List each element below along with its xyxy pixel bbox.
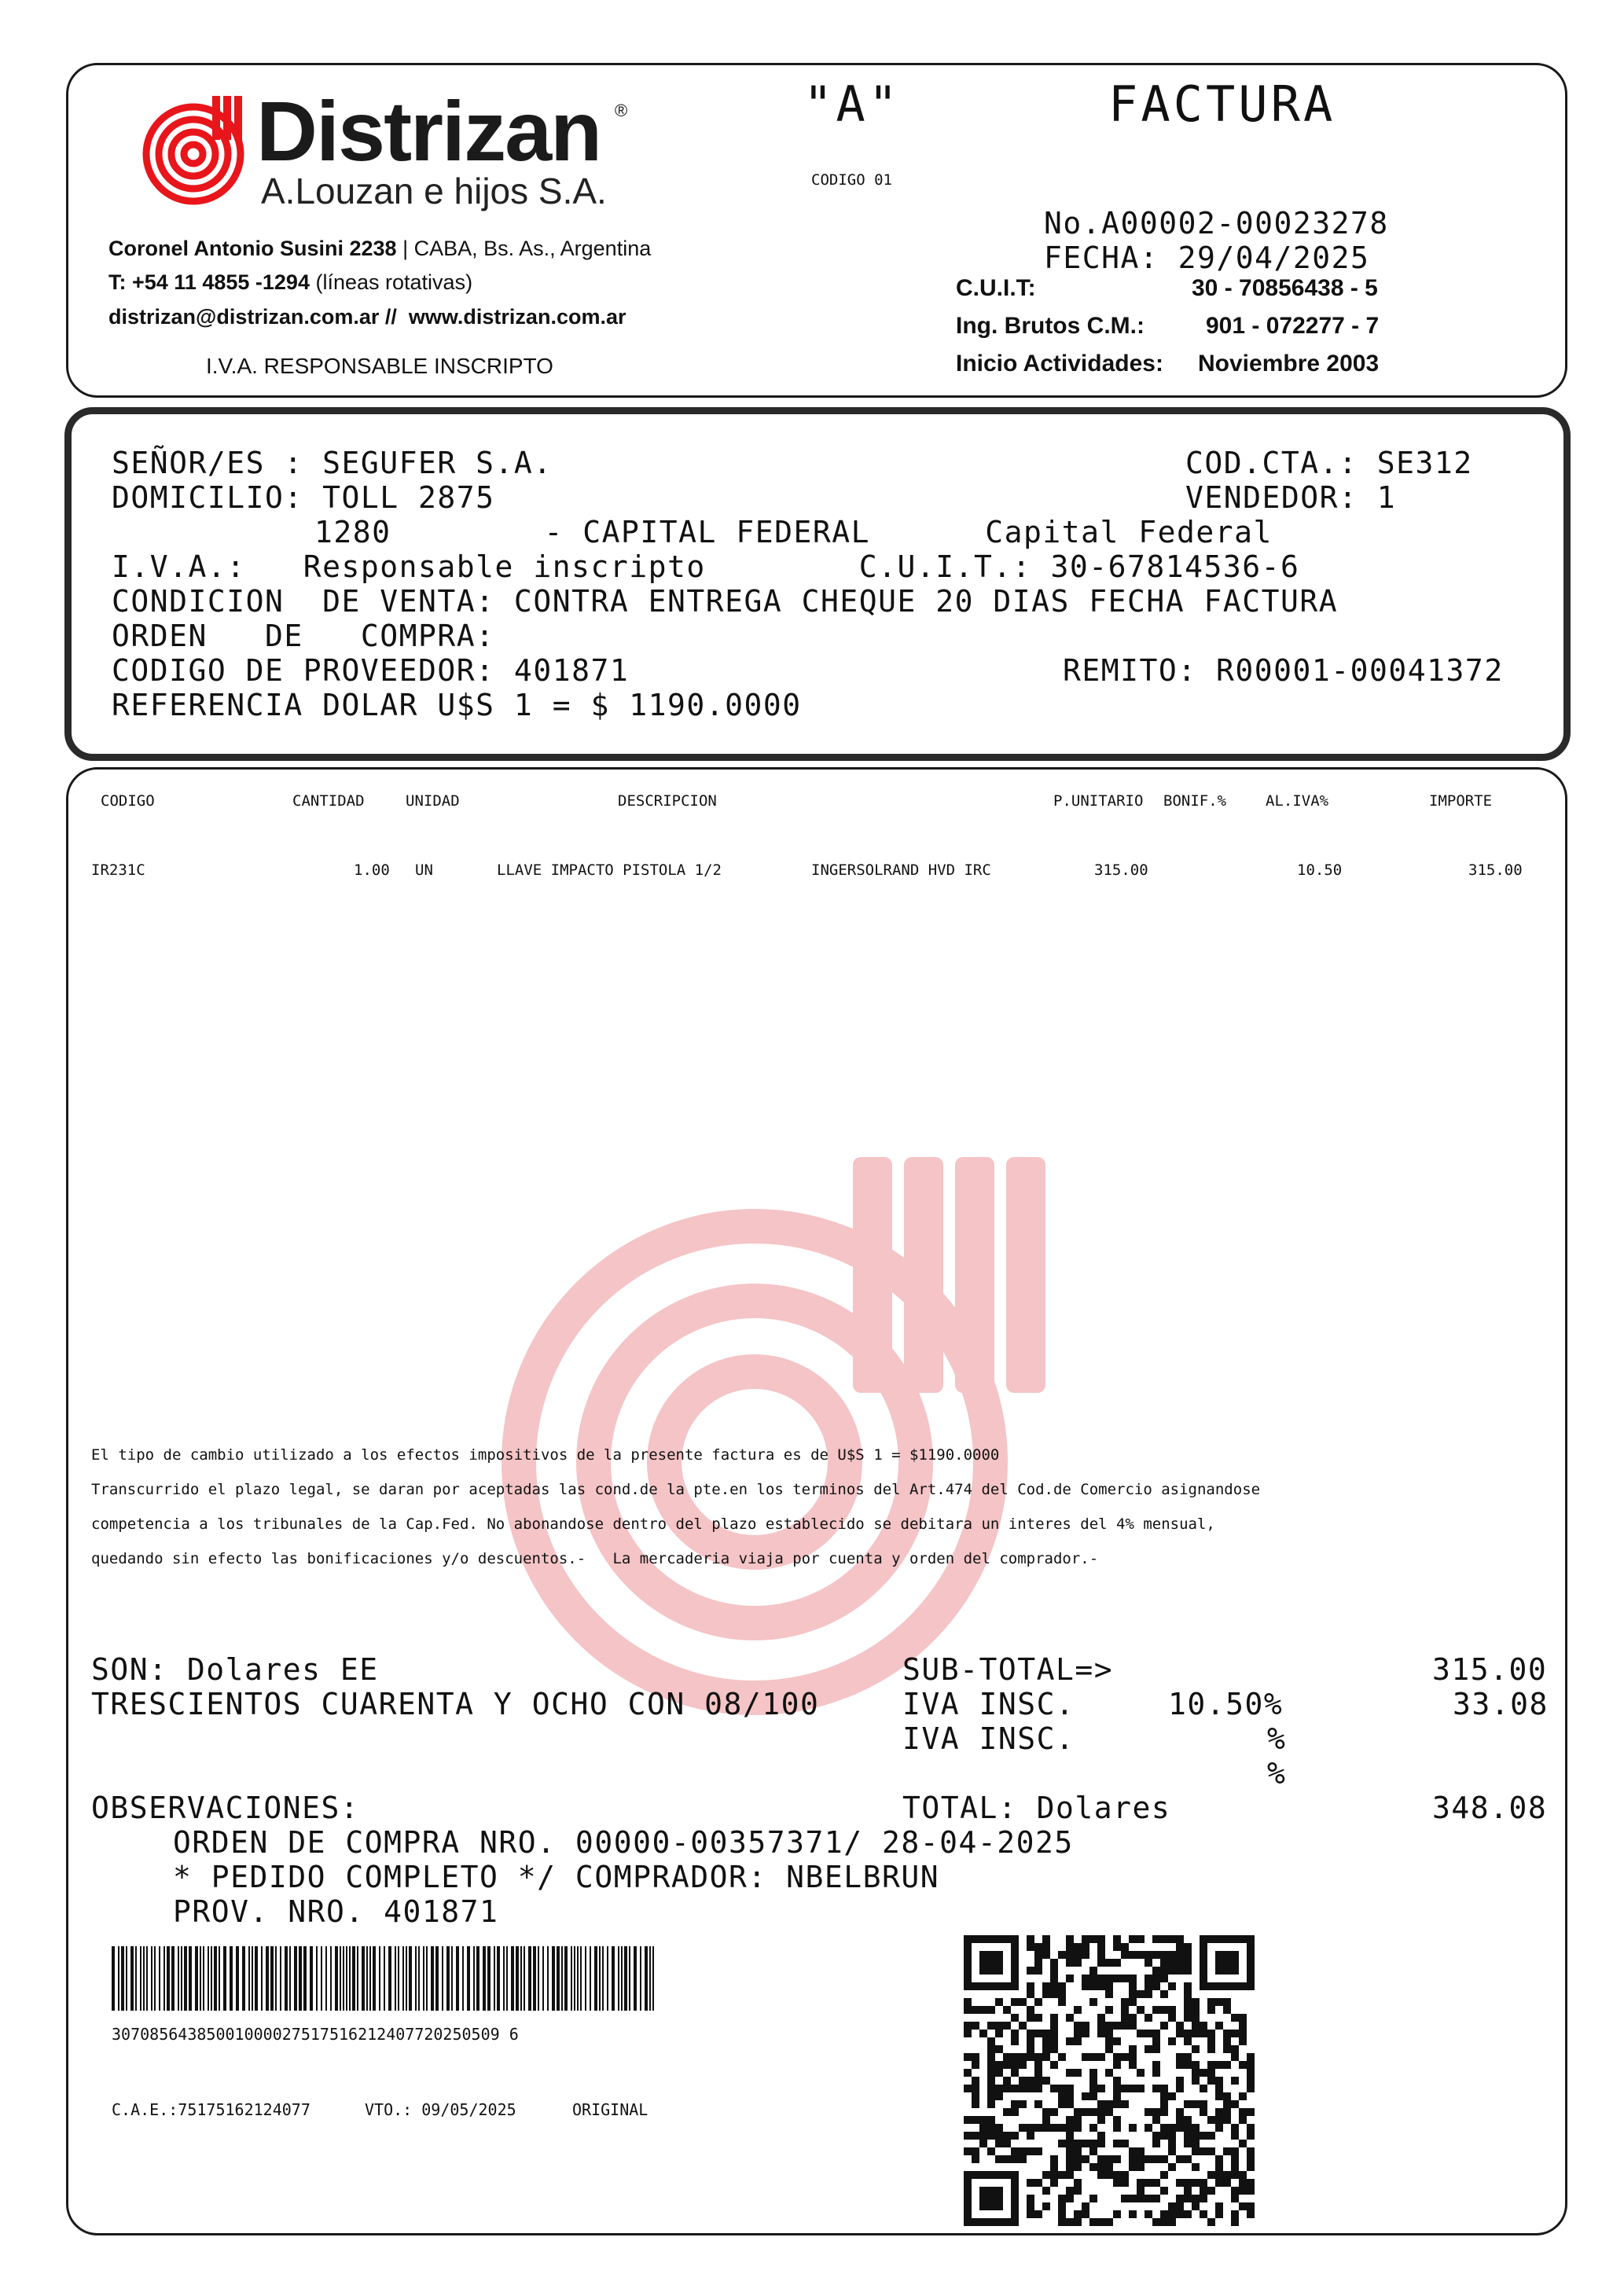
iibb-value: 901 - 072277 - 7 [1206, 313, 1380, 339]
cuit-label: C.U.I.T: [956, 275, 1036, 301]
client-zip-city: 1280 - CAPITAL FEDERAL Capital Federal [314, 515, 1273, 549]
invoice-date: FECHA: 29/04/2025 [1044, 241, 1370, 275]
header-cantidad: CANTIDAD [292, 792, 365, 810]
total-value: 348.08 [1432, 1791, 1548, 1825]
header-unidad: UNIDAD [406, 792, 460, 810]
barcode-number: 30708564385001000027517516212407720250509 6 [112, 2025, 519, 2044]
row-code: IR231C [91, 861, 145, 879]
header-codigo: CODIGO [101, 792, 155, 810]
iibb-label: Ing. Brutos C.M.: [956, 313, 1145, 339]
row-unit-price: 315.00 [1094, 861, 1148, 879]
client-remito: REMITO: R00001-00041372 [1063, 653, 1504, 688]
company-phone: T: +54 11 4855 -1294 (líneas rotativas) [108, 270, 473, 294]
row-quantity: 1.00 [354, 861, 390, 879]
start-activities-label: Inicio Actividades: [956, 351, 1163, 377]
total-label: TOTAL: Dolares [902, 1791, 1171, 1825]
cae-expiry: VTO.: 09/05/2025 [365, 2100, 516, 2119]
observation-order-complete: * PEDIDO COMPLETO */ COMPRADOR: NBELBRUN [173, 1860, 940, 1894]
invoice-number: No.A00002-00023278 [1044, 206, 1389, 241]
amount-in-words: TRESCIENTOS CUARENTA Y OCHO CON 08/100 [91, 1687, 820, 1721]
company-subtitle: A.Louzan e hijos S.A. [261, 171, 607, 211]
iva-1-rate: 10.50% [1168, 1687, 1284, 1721]
header-discount: BONIF.% [1163, 792, 1227, 810]
subtotal-value: 315.00 [1432, 1652, 1548, 1687]
iva-1-label: IVA INSC. [902, 1687, 1075, 1721]
row-description: LLAVE IMPACTO PISTOLA 1/2 [497, 861, 722, 879]
row-amount: 315.00 [1468, 861, 1523, 879]
client-seller: VENDEDOR: 1 [1185, 480, 1397, 515]
iva-3-rate: % [1267, 1756, 1287, 1791]
invoice-code: CODIGO 01 [811, 171, 892, 189]
client-address: DOMICILIO: TOLL 2875 [112, 480, 495, 515]
header-iva-rate: AL.IVA% [1266, 792, 1329, 810]
observation-supplier-number: PROV. NRO. 401871 [173, 1894, 499, 1929]
subtotal-label: SUB-TOTAL=> [902, 1652, 1114, 1687]
client-supplier-code: CODIGO DE PROVEEDOR: 401871 [112, 653, 630, 688]
watermark-logo-icon [495, 1148, 1077, 1729]
start-activities-value: Noviembre 2003 [1198, 351, 1380, 377]
row-description-brand: INGERSOLRAND HVD IRC [811, 861, 991, 879]
client-sale-condition: CONDICION DE VENTA: CONTRA ENTREGA CHEQUE 20 DIAS FECHA FACTURA [112, 584, 1339, 619]
iva-1-value: 33.08 [1453, 1687, 1549, 1721]
legal-line-terms: Transcurrido el plazo legal, se daran por aceptadas las cond.de la pte.en los terminos del Art.474 del Cod.de Comercio asignandose [91, 1481, 1261, 1498]
header-descripcion: DESCRIPCION [618, 792, 717, 810]
barcode-icon [112, 1946, 662, 2011]
iva-2-rate: % [1267, 1721, 1287, 1756]
copy-type: ORIGINAL [572, 2100, 648, 2119]
company-iva-condition: I.V.A. RESPONSABLE INSCRIPTO [206, 354, 553, 378]
iva-2-label: IVA INSC. [902, 1721, 1075, 1756]
client-iva: I.V.A.: Responsable inscripto C.U.I.T.: 30-67814536-6 [112, 549, 1300, 584]
header-amount: IMPORTE [1429, 792, 1493, 810]
client-dollar-reference: REFERENCIA DOLAR U$S 1 = $ 1190.0000 [112, 688, 802, 722]
header-unit-price: P.UNITARIO [1053, 792, 1144, 810]
observation-purchase-order: ORDEN DE COMPRA NRO. 00000-00357371/ 28-04-2025 [173, 1825, 1074, 1860]
client-name: SEÑOR/ES : SEGUFER S.A. [112, 446, 553, 480]
invoice-letter: "A" [803, 75, 901, 133]
row-iva-rate: 10.50 [1297, 861, 1343, 879]
company-name: Distrizan [256, 83, 601, 178]
client-purchase-order: ORDEN DE COMPRA: [112, 619, 495, 653]
client-account: COD.CTA.: SE312 [1185, 446, 1473, 480]
distrizan-logo-icon [138, 91, 256, 209]
company-email-web: distrizan@distrizan.com.ar // www.distrizan.com.ar [108, 305, 626, 329]
registered-mark: ® [615, 101, 628, 120]
company-address: Coronel Antonio Susini 2238 | CABA, Bs. As., Argentina [108, 237, 652, 260]
cuit-value: 30 - 70856438 - 5 [1192, 275, 1378, 301]
afip-qr-code-icon[interactable] [964, 1935, 1255, 2226]
cae-number: C.A.E.:75175162124077 [112, 2100, 310, 2119]
invoice-doc-type: FACTURA [1108, 75, 1336, 133]
legal-line-interest: competencia a los tribunales de la Cap.Fed. No abonandose dentro del plazo establecido se debitara un interes del 4% mensual, [91, 1515, 1215, 1533]
observations-label: OBSERVACIONES: [91, 1791, 360, 1825]
legal-line-exchange-rate: El tipo de cambio utilizado a los efectos impositivos de la presente factura es de U$S 1 = $1190.0000 [91, 1446, 1000, 1464]
legal-line-discounts: quedando sin efecto las bonificaciones y/o descuentos.- La mercaderia viaja por cuenta y orden del comprador.- [91, 1550, 1099, 1567]
amount-in-words-label: SON: Dolares EE [91, 1652, 379, 1687]
row-unit: UN [415, 861, 433, 879]
